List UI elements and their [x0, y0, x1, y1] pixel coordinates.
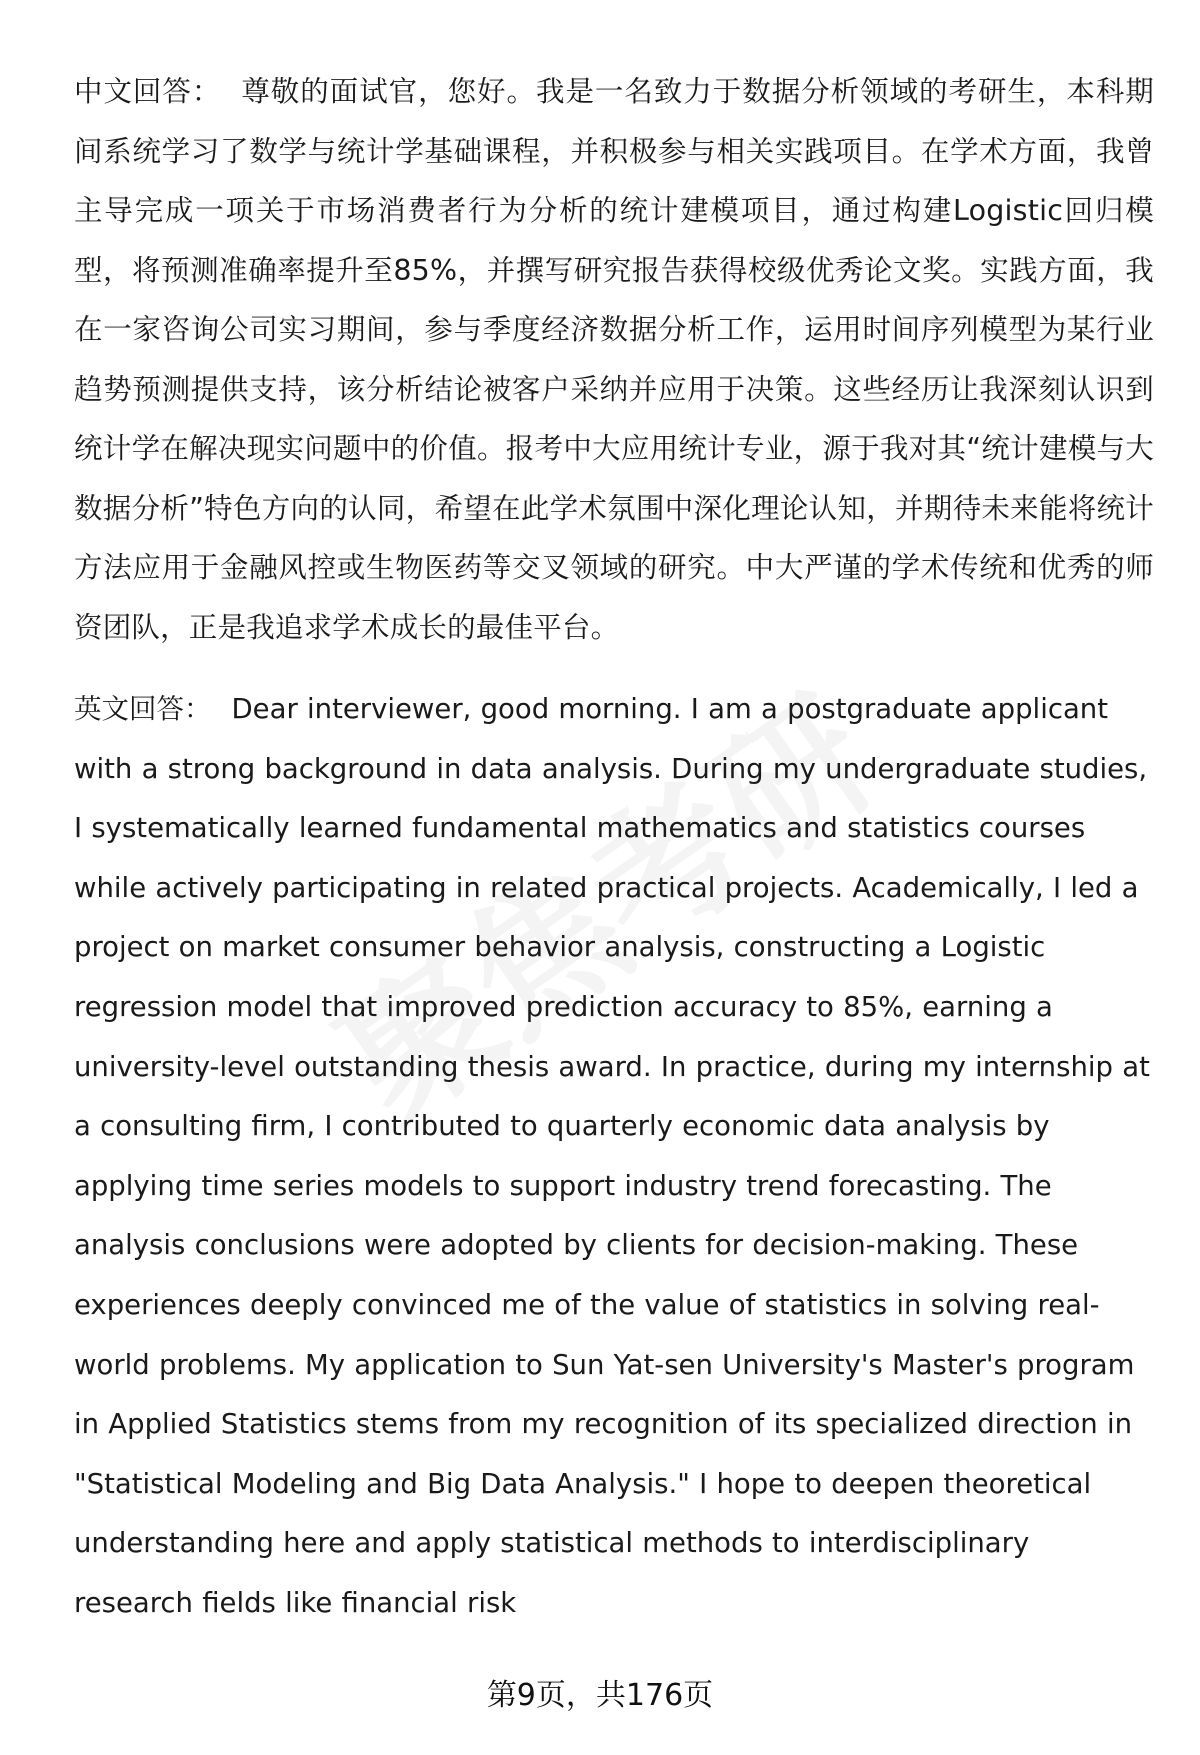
english-answer-text: Dear interviewer, good morning. I am a postgraduate applicant with a strong background in data analysis. During my undergraduate studies, I systematically learned fundamental mathematics and statistics courses while actively participating in related practical projects. Academically, I led a project on market consumer behavior analysis, constructing a Logistic regression model that improved prediction accuracy to 85%, earning a university-level outstanding thesis award. In practice, during my internship at a consulting firm, I contributed to quarterly economic data analysis by applying time series models to support industry trend forecasting. The analysis conclusions were adopted by clients for decision-making. These experiences deeply convinced me of the value of statistics in solving real-world problems. My application to Sun Yat-sen University's Master's program in Applied Statistics stems from my recognition of its specialized direction in "Statistical Modeling and Big Data Analysis." I hope to deepen theoretical understanding here and apply statistical methods to interdisciplinary research fields like financial risk — [74, 693, 1150, 1619]
english-answer-label: 英文回答： — [74, 693, 212, 725]
page-number-footer: 第9页，共176页 — [486, 1678, 714, 1713]
chinese-answer-paragraph — [74, 62, 1154, 657]
chinese-answer-label: 中文回答： — [74, 75, 222, 108]
page-content — [74, 62, 1154, 1634]
chinese-answer-text: 尊敬的面试官，您好。我是一名致力于数据分析领域的考研生，本科期间系统学习了数学与统计学基础课程，并积极参与相关实践项目。在学术方面，我曾主导完成一项关于市场消费者行为分析的统计建模项目，通过构建Logistic回归模型，将预测准确率提升至85%，并撰写研究报告获得校级优秀论文奖。实践方面，我在一家咨询公司实习期间，参与季度经济数据分析工作，运用时间序列模型为某行业趋势预测提供支持，该分析结论被客户采纳并应用于决策。这些经历让我深刻认识到统计学在解决现实问题中的价值。报考中大应用统计专业，源于我对其“统计建模与大数据分析”特色方向的认同，希望在此学术氛围中深化理论认知，并期待未来能将统计方法应用于金融风控或生物医药等交叉领域的研究。中大严谨的学术传统和优秀的师资团队，正是我追求学术成长的最佳平台。 — [74, 75, 1154, 644]
english-answer-paragraph — [74, 680, 1154, 1634]
